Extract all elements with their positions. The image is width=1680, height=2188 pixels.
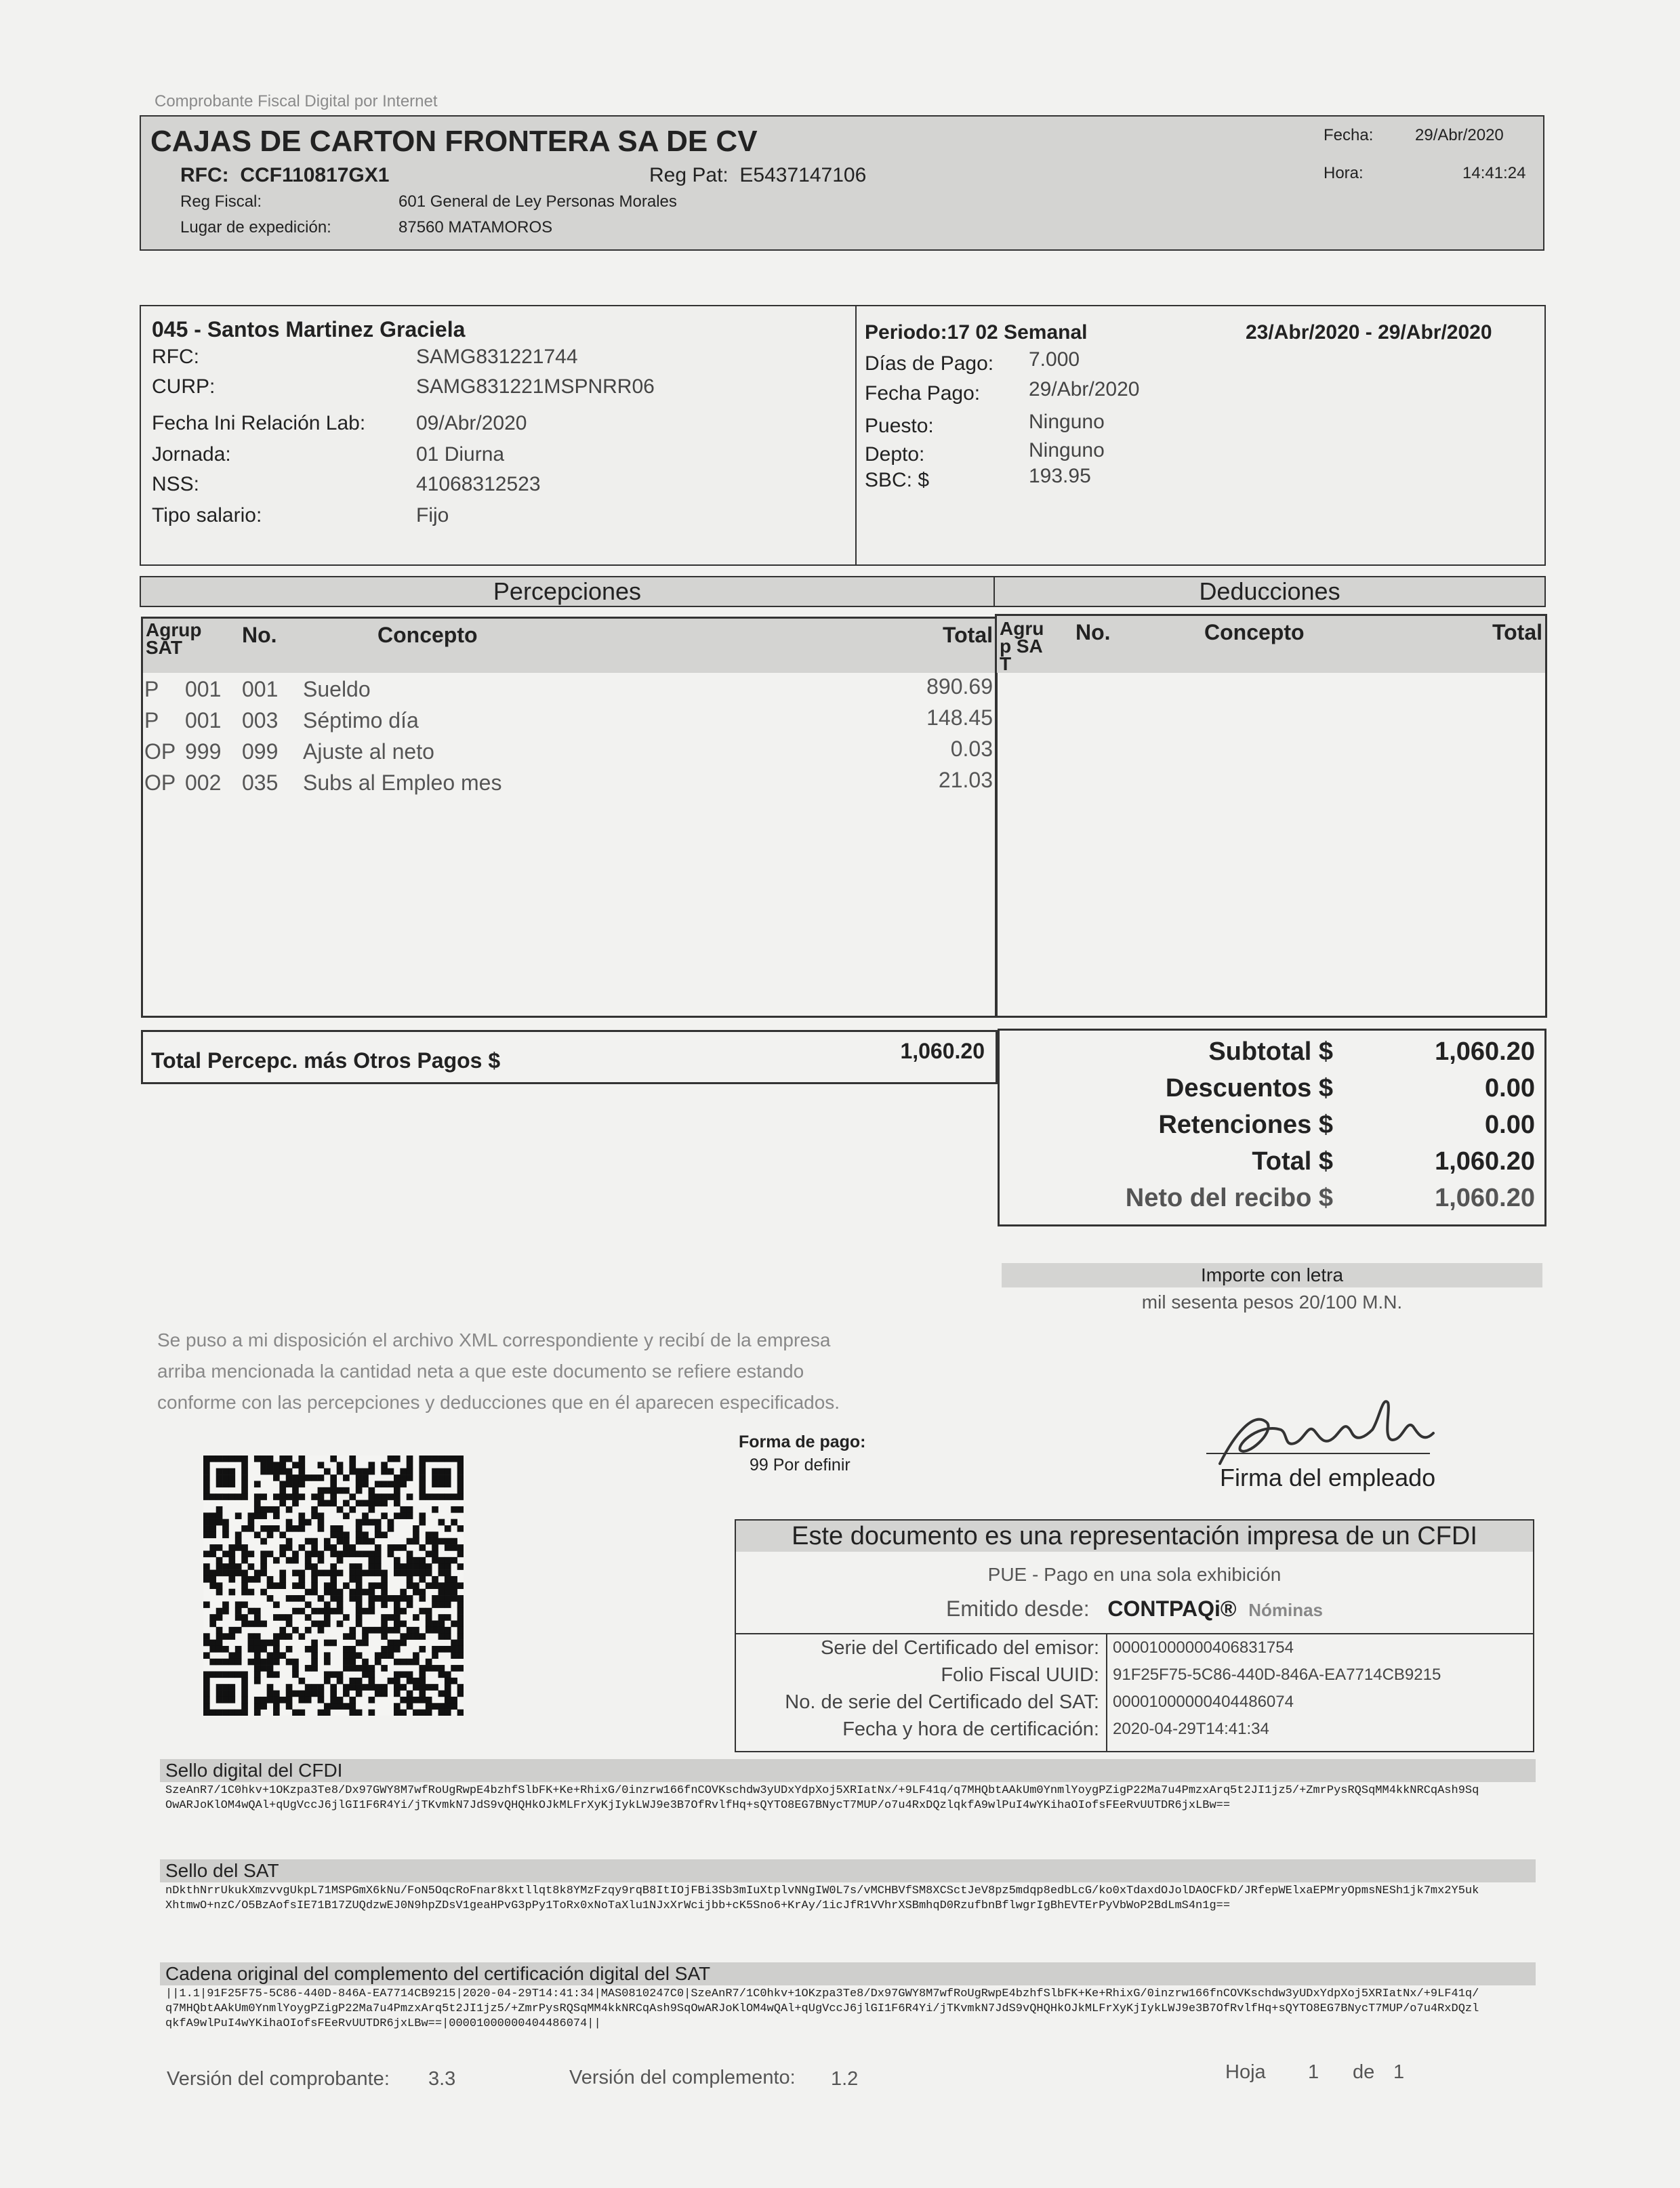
cfdi-field-value: 91F25F75-5C86-440D-846A-EA7714CB9215 xyxy=(1113,1666,1441,1684)
complemento-label: Versión del complemento: xyxy=(569,2067,796,2088)
declaration-line: Se puso a mi disposición el archivo XML correspondiente y recibí de la empresa xyxy=(157,1329,831,1350)
importe-label: Importe con letra xyxy=(1002,1263,1542,1287)
row-sat: 999 xyxy=(185,739,222,764)
row-no: 035 xyxy=(242,770,279,795)
row-concepto: Sueldo xyxy=(303,677,371,701)
percepciones-table xyxy=(141,617,998,1018)
totals-value: 1,060.20 xyxy=(1435,1147,1535,1176)
row-sat: 001 xyxy=(185,677,222,701)
ded-header-total: Total xyxy=(1492,620,1542,644)
sello-cfdi-title: Sello digital del CFDI xyxy=(160,1759,1536,1782)
cfdi-metodo: PUE - Pago en una sola exhibición xyxy=(987,1564,1282,1585)
cfdi-field-value: 00001000000406831754 xyxy=(1113,1638,1294,1657)
row-tipo: OP xyxy=(144,739,176,764)
cfdi-title: Este documento es una representación impresa de un CFDI xyxy=(736,1521,1533,1552)
employee-box xyxy=(140,305,1546,566)
signature-graphic xyxy=(1206,1382,1477,1477)
employee-field-value: Fijo xyxy=(416,504,449,527)
row-total: 21.03 xyxy=(938,768,993,792)
signature-label: Firma del empleado xyxy=(1220,1464,1436,1491)
cfdi-field-label: Folio Fiscal UUID: xyxy=(941,1664,1099,1686)
totals-label: Total $ xyxy=(1252,1147,1333,1176)
totals-label: Neto del recibo $ xyxy=(1125,1184,1333,1212)
employee-right-label: Fecha Pago: xyxy=(865,382,981,405)
totals-box xyxy=(998,1029,1546,1226)
row-tipo: OP xyxy=(144,770,176,795)
total-percepciones-label: Total Percepc. más Otros Pagos $ xyxy=(151,1048,501,1073)
employee-field-value: 01 Diurna xyxy=(416,443,505,466)
importe-value: mil sesenta pesos 20/100 M.N. xyxy=(1141,1292,1403,1313)
hoja-label: Hoja xyxy=(1225,2061,1266,2083)
employee-field-label: Tipo salario: xyxy=(152,504,262,527)
regpat-label: Reg Pat: xyxy=(649,164,729,186)
cfdi-box xyxy=(735,1519,1534,1752)
total-percepciones-value: 1,060.20 xyxy=(900,1039,985,1063)
percepciones-title: Percepciones xyxy=(140,576,995,607)
employee-field-value: 41068312523 xyxy=(416,473,541,495)
totals-value: 1,060.20 xyxy=(1435,1037,1535,1066)
cadena-text: ||1.1|91F25F75-5C86-440D-846A-EA7714CB9215|2020-04-29T14:41:34|MAS0810247C0|SzeAnR7/1C0hkv+1OKzpa3Te8/Dx97GWY8M7wfRoUgRwpE4bzhfSlbFK+Ke+RhixG/0inzrw166fnCOVKschdw3yUDxYdpXoj5XRIatNx/+9LF41q/q7MHQbtAAkUm0YnmlYoygPZigP22Ma7u4PmzxArq5t2JI1jz5/+ZmrPysRQSqMM4kkNRCqAsh9SqOwARJoKlOM4wQAl+qUgVccJ6jlGI1F6R4Yi/jTKvmkN7JdS9vQHQHkOJkMLFrXyKjIykLWJ9e3B7OfRvlfHq+sQYTO8EG7BNycT7MUP/o7u4RxDQzlqkfA9wlPuI4wYKihaOIofsFEeRvUUTDR6jxLBw==|00001000000404486074|| xyxy=(165,1987,1479,2030)
declaration-line: conforme con las percepciones y deducciones que en él aparecen especificados. xyxy=(157,1392,840,1413)
employee-right-label: SBC: $ xyxy=(865,469,930,491)
totals-label: Retenciones $ xyxy=(1158,1111,1333,1139)
cadena-title: Cadena original del complemento del certificación digital del SAT xyxy=(160,1962,1536,1985)
row-no: 003 xyxy=(242,708,279,732)
deducciones-table xyxy=(995,614,1547,1018)
company-fecha: 29/Abr/2020 xyxy=(1415,126,1504,144)
table-row xyxy=(143,674,996,705)
declaration-line: arriba mencionada la cantidad neta a que este documento se refiere estando xyxy=(157,1361,804,1382)
emitido-brand: CONTPAQi® xyxy=(1107,1596,1237,1621)
ded-header-agrup: Agru p SA T xyxy=(1000,618,1044,674)
periodo: Periodo:17 02 Semanal xyxy=(865,321,1088,344)
hora-label: Hora: xyxy=(1324,164,1364,182)
company-header xyxy=(140,115,1544,251)
perc-header-no: No. xyxy=(242,623,277,647)
lugar-label: Lugar de expedición: xyxy=(180,218,331,236)
ded-header-concepto: Concepto xyxy=(1204,620,1305,644)
emitido-label: Emitido desde: xyxy=(945,1596,1090,1621)
company-name: CAJAS DE CARTON FRONTERA SA DE CV xyxy=(150,125,758,158)
employee-field-label: Jornada: xyxy=(152,443,231,466)
row-tipo: P xyxy=(144,677,159,701)
sello-sat-text: nDkthNrrUkukXmzvvgUkpL71MSPGmX6kNu/FoN5OqcRoFnar8kxtllqt8k8YMzFzqy9rqB8ItIOjFBi3Sb3mIuXtplvNNgIW0L7s/vMCHBVfSM8XCSctJeV8pz5mdqp8edbLcG/ko0xTdaxdOJolDAOCFkD/JRfepWElxaEPMryOpmsNESh1jk7mx2Y5ukXhtmwO+nzC/O5BzAofsIE71B17ZUQdzwEJ0N9hpZDsV1geaHPvG3pPy1ToRx0xNoTaXlu1NJxXrWcijbb+cK5Sno6+KrAy/1icJfR1VVhrXSBmhqD0RzufbnBflwgrIgBhEVTErPyVbWoP2BdLmS4n1g== xyxy=(165,1884,1479,1912)
row-total: 890.69 xyxy=(926,674,993,699)
complemento-value: 1.2 xyxy=(831,2068,859,2090)
periodo-range: 23/Abr/2020 - 29/Abr/2020 xyxy=(1246,321,1492,344)
perc-header-concepto: Concepto xyxy=(377,623,478,647)
deducciones-title: Deducciones xyxy=(993,576,1546,607)
de-label: de xyxy=(1353,2061,1375,2083)
cfdi-field-label: Serie del Certificado del emisor: xyxy=(820,1637,1099,1659)
sello-cfdi-text: SzeAnR7/1C0hkv+1OKzpa3Te8/Dx97GWY8M7wfRoUgRwpE4bzhfSlbFK+Ke+RhixG/0inzrw166fnCOVKschdw3yUDxYdpXoj5XRIatNx/+9LF41q/q7MHQbtAAkUm0YnmlYoygPZigP22Ma7u4PmzxArq5t2JI1jz5/+ZmrPysRQSqMM4kkNRCqAsh9SqOwARJoKlOM4wQAl+qUgVccJ6jlGI1F6R4Yi/jTKvmkN7JdS9vQHQHkOJkMLFrXyKjIykLWJ9e3B7OfRvlfHq+sQYTO8EG7BNycT7MUP/o7u4RxDQzlqkfA9wlPuI4wYKihaOIofsFEeRvUUTDR6jxLBw== xyxy=(165,1784,1479,1812)
employee-field-label: CURP: xyxy=(152,375,216,398)
rfc-label: RFC: xyxy=(180,164,229,186)
employee-field-label: Fecha Ini Relación Lab: xyxy=(152,412,366,434)
emitido-product: Nóminas xyxy=(1248,1600,1324,1620)
row-concepto: Subs al Empleo mes xyxy=(303,770,502,795)
employee-field-value: SAMG831221MSPNRR06 xyxy=(416,375,655,398)
row-no: 001 xyxy=(242,677,279,701)
row-total: 0.03 xyxy=(950,737,993,761)
employee-right-label: Puesto: xyxy=(865,415,934,437)
company-regfiscal: 601 General de Ley Personas Morales xyxy=(398,192,677,211)
document-caption: Comprobante Fiscal Digital por Internet xyxy=(155,92,438,110)
cfdi-field-value: 00001000000404486074 xyxy=(1113,1693,1294,1711)
cfdi-field-label: No. de serie del Certificado del SAT: xyxy=(785,1691,1099,1713)
regfiscal-label: Reg Fiscal: xyxy=(180,192,262,211)
table-row xyxy=(143,705,996,737)
forma-pago-value: 99 Por definir xyxy=(750,1456,851,1474)
row-sat: 002 xyxy=(185,770,222,795)
employee-right-value: 7.000 xyxy=(1029,348,1080,371)
cfdi-field-label: Fecha y hora de certificación: xyxy=(842,1718,1099,1740)
company-regpat: E5437147106 xyxy=(739,164,867,186)
totals-label: Descuentos $ xyxy=(1165,1074,1333,1102)
employee-field-label: RFC: xyxy=(152,346,199,368)
employee-title: 045 - Santos Martinez Graciela xyxy=(152,317,466,342)
totals-value: 0.00 xyxy=(1485,1111,1535,1139)
employee-field-value: SAMG831221744 xyxy=(416,346,578,368)
row-concepto: Ajuste al neto xyxy=(303,739,434,764)
employee-right-value: 29/Abr/2020 xyxy=(1029,378,1140,400)
de-value: 1 xyxy=(1393,2061,1405,2083)
cfdi-field-value: 2020-04-29T14:41:34 xyxy=(1113,1720,1269,1738)
totals-value: 0.00 xyxy=(1485,1074,1535,1102)
fecha-label: Fecha: xyxy=(1324,126,1374,144)
row-sat: 001 xyxy=(185,708,222,732)
company-lugar: 87560 MATAMOROS xyxy=(398,218,553,236)
employee-field-label: NSS: xyxy=(152,473,200,495)
employee-right-value: 193.95 xyxy=(1029,465,1091,487)
employee-right-label: Días de Pago: xyxy=(865,352,994,375)
forma-pago-label: Forma de pago: xyxy=(739,1432,866,1451)
version-label: Versión del comprobante: xyxy=(167,2068,390,2090)
employee-right-label: Depto: xyxy=(865,443,925,466)
employee-field-value: 09/Abr/2020 xyxy=(416,412,527,434)
totals-value: 1,060.20 xyxy=(1435,1184,1535,1212)
sello-sat-title: Sello del SAT xyxy=(160,1859,1536,1882)
total-percepciones-box xyxy=(141,1030,998,1084)
hoja-value: 1 xyxy=(1308,2061,1319,2083)
row-tipo: P xyxy=(144,708,159,732)
qr-code xyxy=(203,1456,464,1716)
table-row xyxy=(143,737,996,768)
employee-right-value: Ninguno xyxy=(1029,411,1105,433)
table-row xyxy=(143,768,996,799)
row-no: 099 xyxy=(242,739,279,764)
totals-label: Subtotal $ xyxy=(1208,1037,1333,1066)
row-concepto: Séptimo día xyxy=(303,708,419,732)
company-rfc: CCF110817GX1 xyxy=(240,164,390,186)
perc-header-total: Total xyxy=(942,623,993,647)
perc-header-agrup: Agrup SAT xyxy=(146,619,202,658)
company-hora: 14:41:24 xyxy=(1462,164,1526,182)
employee-right-value: Ninguno xyxy=(1029,439,1105,461)
ded-header-no: No. xyxy=(1075,620,1111,644)
version-value: 3.3 xyxy=(428,2068,456,2090)
row-total: 148.45 xyxy=(926,705,993,730)
